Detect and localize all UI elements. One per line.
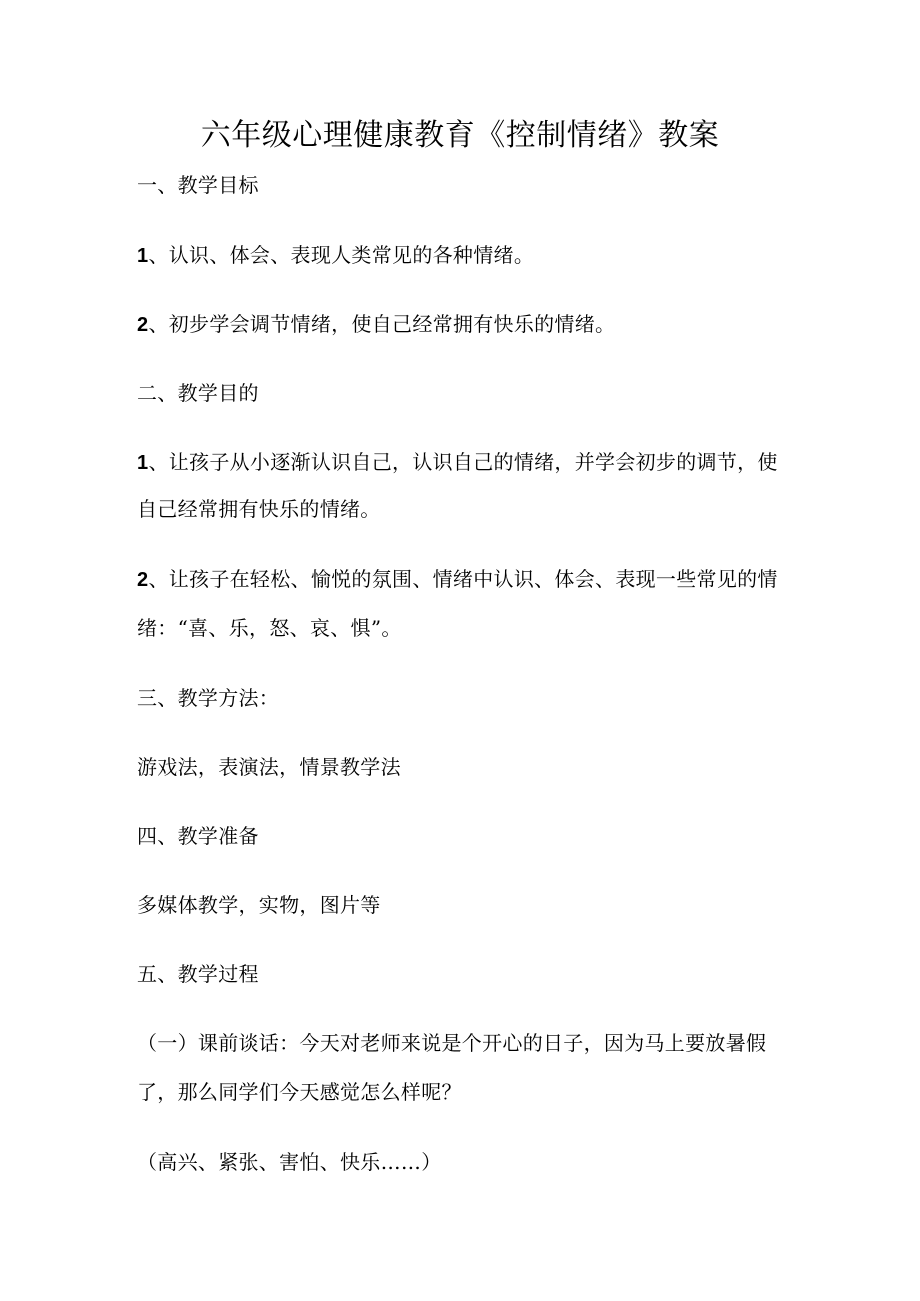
- purpose-item-1-line-2: 自己经常拥有快乐的情绪。: [137, 497, 381, 521]
- methods-text: 游戏法，表演法，情景教学法: [137, 755, 401, 779]
- section-heading-purpose: 二、教学目的: [137, 381, 259, 405]
- goal-item-1-text: 、认识、体会、表现人类常见的各种情绪。: [148, 243, 535, 267]
- purpose-item-1-number: 1: [137, 452, 149, 474]
- goal-item-1: [137, 240, 534, 271]
- goal-item-1-number: 1: [137, 245, 149, 267]
- goal-item-2-number: 2: [137, 314, 149, 336]
- goal-item-2-text: 、初步学会调节情绪，使自己经常拥有快乐的情绪。: [148, 312, 616, 336]
- section-heading-goals: 一、教学目标: [137, 173, 259, 197]
- process-step-1-line-2: 了，那么同学们今天感觉怎么样呢？: [137, 1080, 462, 1104]
- goal-item-2: [137, 309, 615, 340]
- purpose-item-2-line-2: 绪：“喜、乐，怒、哀、惧”。: [137, 616, 402, 640]
- purpose-item-1-line-1: [137, 447, 778, 478]
- section-heading-methods: 三、教学方法：: [137, 686, 280, 710]
- process-answers: （高兴、紧张、害怕、快乐……）: [137, 1150, 442, 1174]
- preparation-text: 多媒体教学，实物，图片等: [137, 893, 381, 917]
- process-step-1-line-1: （一）课前谈话：今天对老师来说是个开心的日子，因为马上要放暑假: [137, 1031, 767, 1055]
- purpose-item-2-line-1: [137, 564, 778, 595]
- purpose-item-2-number: 2: [137, 569, 149, 591]
- section-heading-process: 五、教学过程: [137, 962, 259, 986]
- document-title: 六年级心理健康教育《控制情绪》教案: [200, 118, 720, 153]
- purpose-item-2-text: 、让孩子在轻松、愉悦的氛围、情绪中认识、体会、表现一些常见的情: [148, 567, 778, 591]
- section-heading-preparation: 四、教学准备: [137, 824, 259, 848]
- purpose-item-1-text: 、让孩子从小逐渐认识自己，认识自己的情绪，并学会初步的调节，使: [148, 450, 778, 474]
